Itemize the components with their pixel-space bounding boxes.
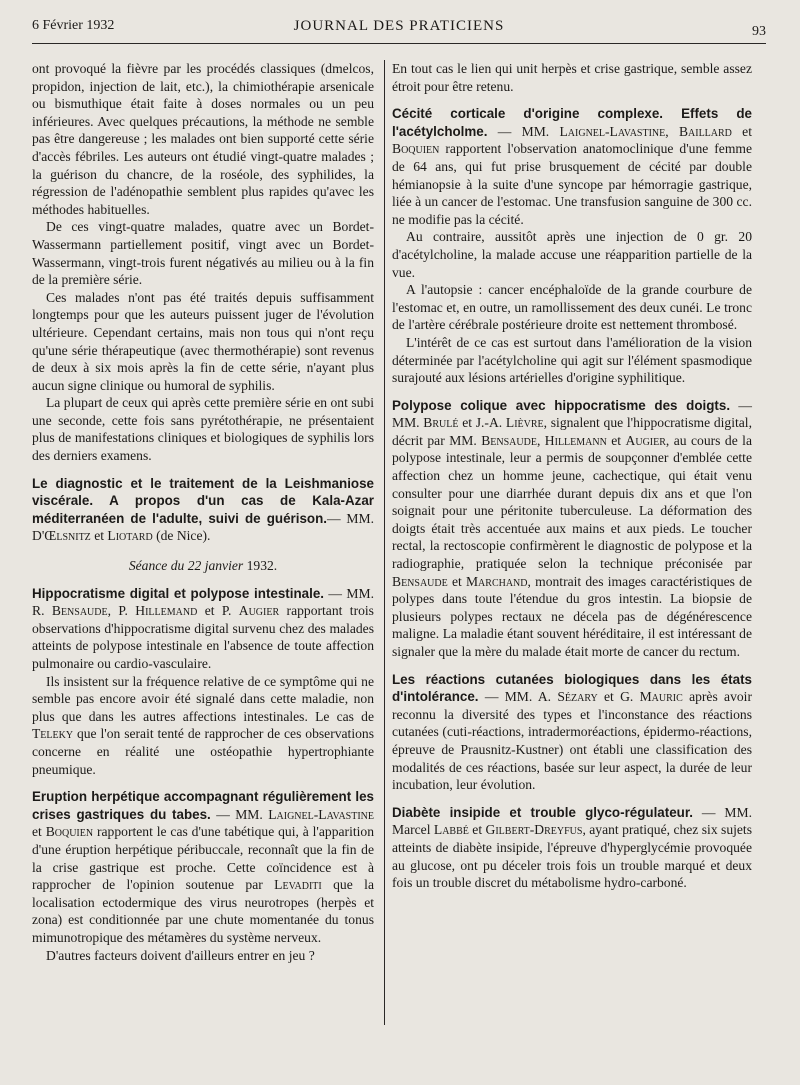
section-hippocratisme: Hippocratisme digital et polypose intestinale. — MM. R. Bensaude, P. Hillemand et P. Augier rapportant trois observations d'hippocratisme digital survenu chez des malades atteints de polypose intestinale en l'absence de toute affection pulmonaire ou cardio-vasculaire. Ils insistent sur la fréquence relative de ce symptôme qui ne semble pas encore avoir été signalé dans cette maladie, non plus que dans les autres affections intestinales. Le cas de Teleky que l'on serait tenté de rapprocher de ces observations concerne en réalité une ostéopathie hypertrophiante pneumique. (32, 585, 374, 777)
section-syphilis-continued (32, 60, 374, 465)
paragraph: Au contraire, aussitôt après une injection de 0 gr. 20 d'acétylcholine, la malade accuse une réapparition partielle de la vue. (392, 229, 752, 280)
author-name: Marchand (465, 573, 528, 589)
author-name: Augier (238, 603, 280, 619)
section-diabete-insipide: Diabète insipide et trouble glyco-régulateur. — MM. Marcel Labbé et Gilbert-Dreyfus, ayant pratiqué, chez six sujets atteints de diabète insipide, l'épreuve d'hyperglycémie provoquée au glucose, ont pu déceler trois fois un trouble marqué et deux fois un trouble discret du métabolisme hydro-carboné. (392, 804, 752, 891)
header-page-number: 93 (752, 24, 766, 39)
paragraph: L'intérêt de ce cas est surtout dans l'amélioration de la vision déterminée par l'acétylcholine qui agit sur l'élément spasmodique surajouté aux lésions artérielles d'origine syphilitique. (392, 334, 752, 386)
paragraph: Ces malades n'ont pas été traités depuis suffisamment longtemps pour que les auteurs puissent juger de l'évolution ultérieure. Cependant certains, mais non tous qui n'ont reçu qu'une série thérapeutique (avec thermothérapie) sont revenus de deux à six mois après la fin de cette série, n'ayant plus aucun signe clinique ou humoral de syphilis. (32, 289, 374, 393)
header-journal-title: JOURNAL DES PRATICIENS (293, 18, 505, 34)
author-name: Levaditi (274, 877, 322, 893)
author-name: Laignel-Lavastine (559, 123, 666, 139)
author-name: Bensaude (481, 432, 537, 448)
author-name: Hillemand (135, 603, 198, 619)
paragraph: La plupart de ceux qui après cette première série en ont subi une seconde, cette fois sans pyrétothérapie, ne présentaient plus de manifestations cliniques et biologiques de syphilis lors des derniers examens. (32, 395, 374, 464)
author-name: Bensaude (51, 603, 108, 619)
author-name: Labbé (433, 822, 469, 838)
author-name: Bensaude (392, 573, 448, 589)
section-title: Eruption herpétique accompagnant régulièrement les crises gastriques du tabes. (32, 789, 374, 822)
paragraph: De ces vingt-quatre malades, quatre avec un Bordet-Wassermann partiellement positif, vingt avec un Bordet-Wassermann, vingt-trois furent négativés au milieu ou à la fin de la première série. (32, 219, 374, 288)
author-name: Gilbert-Dreyfus (485, 822, 583, 838)
header-date: 6 Février 1932 (32, 18, 115, 33)
section-title: Le diagnostic et le traitement de la Leishmaniose viscérale. A propos d'un cas de Kala-Azar méditerranéen de l'adulte, suivi de guérison. (32, 475, 374, 526)
section-title: Polypose colique avec hippocratisme des doigts. (392, 397, 731, 413)
section-eruption-continued (392, 60, 752, 95)
section-title: Hippocratisme digital et polypose intestinale. (32, 585, 324, 601)
section-title: Diabète insipide et trouble glyco-régulateur. (392, 804, 694, 820)
author-name: D'Œlsnitz (32, 528, 91, 544)
paragraph: En tout cas le lien qui unit herpès et crise gastrique, semble assez étroit pour être retenu. (392, 61, 752, 94)
section-leishmaniose: Le diagnostic et le traitement de la Leishmaniose viscérale. A propos d'un cas de Kala-Azar méditerranéen de l'adulte, suivi de guérison.— MM. D'Œlsnitz et Liotard (de Nice). (32, 475, 374, 544)
author-name: Hillemann (544, 432, 607, 448)
left-column (32, 60, 374, 964)
page-header (32, 18, 766, 42)
author-name: Sézary (557, 689, 598, 705)
author-name: Boquien (392, 141, 440, 157)
author-name: Brulé (423, 415, 459, 431)
section-title: Cécité corticale d'origine complexe. Effets de l'acétylcholme. (392, 106, 752, 139)
right-column (392, 60, 752, 892)
author-name: Liotard (107, 528, 153, 544)
seance-heading: Séance du 22 janvier 1932. (128, 558, 278, 574)
section-title: Les réactions cutanées biologiques dans les états d'intolérance. (392, 671, 752, 705)
author-name: Teleky (32, 726, 74, 742)
author-name: Boquien (45, 824, 94, 840)
paragraph: A l'autopsie : cancer encéphaloïde de la grande courbure de l'estomac et, en outre, un ramollissement des deux cunéi. Le tronc de l'artère cérébrale postérieure droite est nettement thrombosé. (392, 282, 752, 333)
author-name: Augier (625, 432, 666, 448)
author-name: Baillard (678, 123, 732, 139)
author-name: Laignel-Lavastine (268, 806, 374, 822)
author-name: Mauric (639, 689, 683, 705)
section-cecite: Cécité corticale d'origine complexe. Effets de l'acétylcholme. — MM. Laignel-Lavastine, Baillard et Boquien rapportent l'observation anatomoclinique d'une femme de 64 ans, qui fut prise brusquement de cécité par double hémianopsie à la suite d'une syncope par hémorragie gastrique, liée à un cancer de l'estomac. Une transfusion sanguine de 300 cc. ne modifie pas la cécité. Au contraire, aussitôt après une injection de 0 gr. 20 d'acétylcholine, la malade accuse une réapparition partielle de la vue. A l'autopsie : cancer encéphaloïde de la grande courbure de l'estomac et, en outre, un ramollissement des deux cunéi. Le tronc de l'artère cérébrale postérieure droite est nettement thrombosé. L'intérêt de ce cas est surtout dans l'amélioration de la vision déterminée par l'acétylcholine qui agit sur l'élément spasmodique surajouté aux lésions artérielles d'origine syphilitique. (392, 106, 752, 386)
column-divider (384, 60, 385, 1025)
header-rule (32, 43, 766, 44)
paragraph: ont provoqué la fièvre par les procédés classiques (dmelcos, propidon, injection de lait, etc.), la chimiothérapie arsenicale ou bismuthique était faite à doses normales ou un peu inférieures. Avec quelques précautions, la méthode ne semble pas être dangereuse ; les malades ont bien supporté cette série d'accès fébriles. Les auteurs ont étudié vingt-quatre malades ; la guérison du chancre, de la roséole, des syphilides, la régression de l'adénopathie semblent plus rapides qu'avec les méthodes habituelles. (32, 61, 374, 217)
section-reactions-cutanees: Les réactions cutanées biologiques dans les états d'intolérance. — MM. A. Sézary et G. Mauric après avoir reconnu la diversité des types et l'inconstance des réactions cutanées (cuti-réactions, intradermoréactions, épidermo-réactions, épreuve de Prausnitz-Kustner) ont établi une classification des modalités de ces réactions, basée sur leur aspect, la durée de leur incubation, leur évolution. (392, 671, 752, 793)
paragraph: D'autres facteurs doivent d'ailleurs entrer en jeu ? (46, 947, 315, 963)
author-name: Lièvre (505, 415, 544, 431)
section-polypose-colique: Polypose colique avec hippocratisme des doigts. — MM. Brulé et J.-A. Lièvre, signalent que l'hippocratisme digital, décrit par MM. Bensaude, Hillemann et Augier, au cours de la polypose intestinale, leur a permis de soupçonner d'emblée cette affection chez un homme jeune, cachectique, qui était venu consulter pour une diarrhée durant depuis dix ans et que l'on soignait pour une péritonite tuberculeuse. La déformation des doigts était très accentuée aux mains et aux pieds. Le toucher rectal, la rectoscopie confirmèrent le diagnostic de polypose et la radiographie, pratiquée selon la technique préconisée par Bensaude et Marchand, montrait des images caractéristiques de polypes dans toute l'étendue du gros intestin. La biopsie de plusieurs polypes rectaux ne décela pas de dégénérescence maligne. La maladie étant souvent héréditaire, il est intéressant de signaler que la mère du malade était morte de cancer du rectum. (392, 397, 752, 659)
section-eruption: Eruption herpétique accompagnant régulièrement les crises gastriques du tabes. — MM. Laignel-Lavastine et Boquien rapportent le cas d'une tabétique qui, à l'apparition d'une éruption herpétique péribuccale, reconnaît que la fin de la crise gastrique est proche. Cette coïncidence est à rapprocher de l'opinion soutenue par Levaditi que la localisation ectodermique des virus neurotropes (herpès et zona) est conditionnée par une chute momentanée du tonus mimunotropique des métamères du système nerveux. D'autres facteurs doivent d'ailleurs entrer en jeu ? (32, 789, 374, 963)
